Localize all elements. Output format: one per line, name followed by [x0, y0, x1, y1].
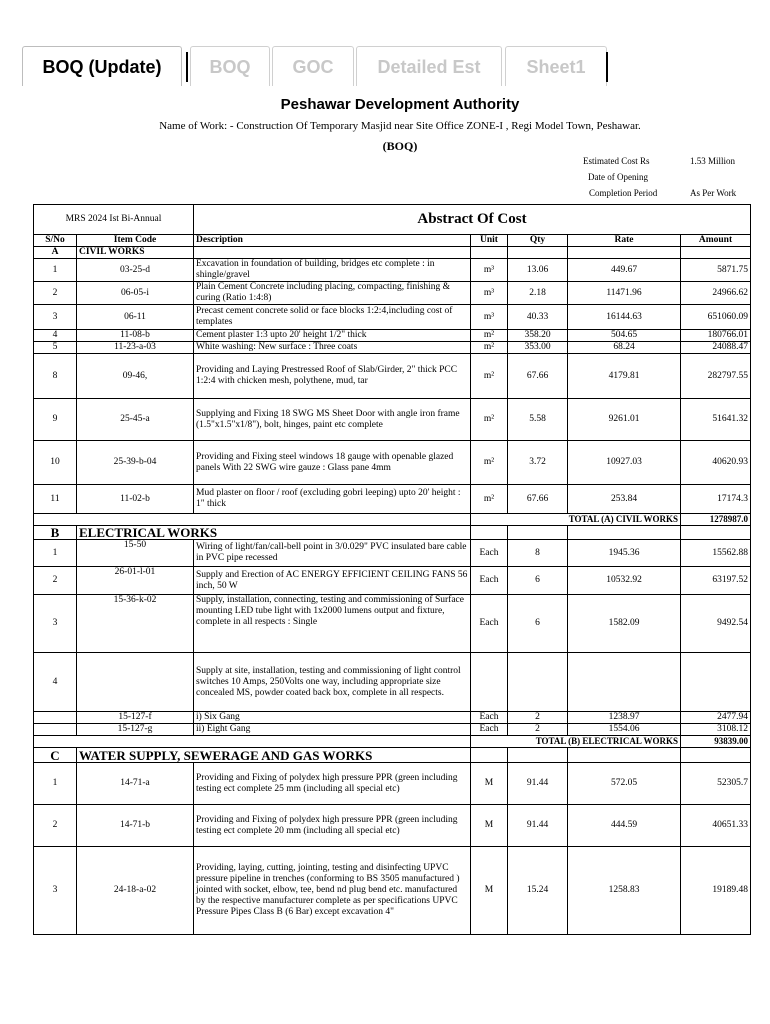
cell-unit: Each	[471, 595, 508, 653]
cell-unit: Each	[471, 724, 508, 736]
col-header-code: Item Code	[77, 235, 194, 247]
cell-desc: White washing: New surface : Three coats	[194, 342, 471, 354]
cell-code: 09-46,	[77, 354, 194, 399]
cell-code: 24-18-a-02	[77, 847, 194, 935]
estimated-cost-value: 1.53 Million	[690, 156, 736, 166]
cell-qty: 91.44	[508, 763, 568, 805]
cell-amount: 3108.12	[681, 724, 751, 736]
table-row	[34, 724, 751, 736]
cell-code: 15-36-k-02	[77, 595, 194, 653]
cell-code: 15-127-g	[77, 724, 194, 736]
estimated-cost-label: Estimated Cost Rs	[583, 156, 650, 166]
section-row	[34, 748, 751, 763]
cell-qty: 3.72	[508, 441, 568, 485]
cell-sno	[34, 712, 77, 724]
completion-period-label: Completion Period	[589, 188, 658, 198]
name-of-work: Name of Work: - Construction Of Temporary Masjid near Site Office ZONE-I , Regi Model Town, Peshawar.	[159, 120, 641, 132]
total-label: TOTAL (A) CIVIL WORKS	[471, 514, 681, 526]
cell-unit: m³	[471, 282, 508, 305]
cell-qty: 358.20	[508, 330, 568, 342]
table-row	[34, 441, 751, 485]
cell-rate: 10927.03	[568, 441, 681, 485]
cell-unit: M	[471, 847, 508, 935]
boq-table	[33, 204, 751, 935]
cell-unit: m²	[471, 330, 508, 342]
table-row	[34, 595, 751, 653]
cell-amount: 40620.93	[681, 441, 751, 485]
table-row	[34, 259, 751, 282]
cell-amount: 5871.75	[681, 259, 751, 282]
table-row	[34, 847, 751, 935]
cell-rate: 4179.81	[568, 354, 681, 399]
table-row	[34, 305, 751, 330]
cell-qty: 2.18	[508, 282, 568, 305]
cell-code: 25-45-a	[77, 399, 194, 441]
cell-code: 15-127-f	[77, 712, 194, 724]
cell-desc: Providing and Fixing of polydex high pressure PPR (green including testing ect complete 20 mm (including all special etc)	[194, 805, 471, 847]
cell-code: 14-71-a	[77, 763, 194, 805]
header-row	[34, 235, 751, 247]
cell-code: 11-08-b	[77, 330, 194, 342]
cell-amount: 63197.52	[681, 567, 751, 595]
cell-sno: 5	[34, 342, 77, 354]
cell-desc: Providing and Fixing steel windows 18 gauge with openable glazed panels With 22 SWG wire gauze : Glass pane 4mm	[194, 441, 471, 485]
cell-code: 11-23-a-03	[77, 342, 194, 354]
cell-unit: Each	[471, 540, 508, 567]
section-row	[34, 247, 751, 259]
tab-boq-update[interactable]: BOQ (Update)	[22, 46, 182, 86]
cell-unit: M	[471, 763, 508, 805]
cell-sno: 2	[34, 805, 77, 847]
cell-qty: 6	[508, 595, 568, 653]
table-row	[34, 342, 751, 354]
cell-unit: M	[471, 805, 508, 847]
col-header-rate: Rate	[568, 235, 681, 247]
cell-sno: 9	[34, 399, 77, 441]
cell-code: 06-05-i	[77, 282, 194, 305]
section-letter: B	[34, 526, 77, 540]
cell-code: 26-01-l-01	[77, 567, 194, 595]
cell-desc: Supply, installation, connecting, testing and commissioning of Surface mounting LED tube light with 1x2000 lumens output and fixture, complete in all respects : Single	[194, 595, 471, 653]
tab-detailed-est[interactable]: Detailed Est	[356, 46, 502, 86]
cell-amount: 19189.48	[681, 847, 751, 935]
total-value: 93839.00	[681, 736, 751, 748]
cell-desc: ii) Eight Gang	[194, 724, 471, 736]
cell-rate: 449.67	[568, 259, 681, 282]
cell-code: 15-50	[77, 540, 194, 567]
tab-sheet1[interactable]: Sheet1	[505, 46, 607, 86]
col-header-sno: S/No	[34, 235, 77, 247]
cell-qty: 67.66	[508, 485, 568, 514]
cell-sno: 4	[34, 653, 77, 712]
total-row	[34, 736, 751, 748]
cell-qty: 2	[508, 724, 568, 736]
col-header-qty: Qty	[508, 235, 568, 247]
col-header-unit: Unit	[471, 235, 508, 247]
table-row	[34, 540, 751, 567]
cell-amount: 24966.62	[681, 282, 751, 305]
section-letter: C	[34, 748, 77, 763]
cell-rate: 504.65	[568, 330, 681, 342]
tab-boq[interactable]: BOQ	[190, 46, 270, 86]
cell-sno: 11	[34, 485, 77, 514]
cell-unit: m³	[471, 305, 508, 330]
cell-rate: 1945.36	[568, 540, 681, 567]
cell-desc: Supply at site, installation, testing and commissioning of light control switches 10 Amps, 250Volts one way, including appropriate size concealed MS, powder coated back box, complete in all respects.	[194, 653, 471, 712]
cell-qty: 2	[508, 712, 568, 724]
cell-desc: Plain Cement Concrete including placing, compacting, finishing & curing (Ratio 1:4:8)	[194, 282, 471, 305]
cell-unit: m²	[471, 399, 508, 441]
cell-desc: Supply and Erection of AC ENERGY EFFICIENT CEILING FANS 56 inch, 50 W	[194, 567, 471, 595]
cell-desc: i) Six Gang	[194, 712, 471, 724]
cell-amount	[681, 653, 751, 712]
cell-code: 03-25-d	[77, 259, 194, 282]
cell-rate: 1258.83	[568, 847, 681, 935]
cell-code: 14-71-b	[77, 805, 194, 847]
cell-unit: Each	[471, 567, 508, 595]
cell-qty: 13.06	[508, 259, 568, 282]
cell-desc: Providing and Laying Prestressed Roof of Slab/Girder, 2" thick PCC 1:2:4 with chicken mesh, polythene, mud, tar	[194, 354, 471, 399]
abstract-title: Abstract Of Cost	[194, 205, 751, 235]
table-row	[34, 805, 751, 847]
cell-desc: Cement plaster 1:3 upto 20' height 1/2" thick	[194, 330, 471, 342]
cell-unit: m³	[471, 259, 508, 282]
table-row	[34, 282, 751, 305]
table-row	[34, 653, 751, 712]
cell-rate: 572.05	[568, 763, 681, 805]
total-label: TOTAL (B) ELECTRICAL WORKS	[471, 736, 681, 748]
cell-rate: 68.24	[568, 342, 681, 354]
cell-sno: 2	[34, 567, 77, 595]
table-row	[34, 354, 751, 399]
cell-rate: 10532.92	[568, 567, 681, 595]
sheet-tab-bar	[22, 46, 722, 90]
cell-desc: Providing and Fixing of polydex high pressure PPR (green including testing ect complete 25 mm (including all special etc)	[194, 763, 471, 805]
cell-qty	[508, 653, 568, 712]
section-title: ELECTRICAL WORKS	[77, 526, 471, 540]
table-row	[34, 763, 751, 805]
cell-rate: 444.59	[568, 805, 681, 847]
cell-sno: 1	[34, 540, 77, 567]
table-row	[34, 330, 751, 342]
cell-unit: m²	[471, 485, 508, 514]
cell-unit: Each	[471, 712, 508, 724]
cell-amount: 40651.33	[681, 805, 751, 847]
table-row	[34, 567, 751, 595]
section-letter: A	[34, 247, 77, 259]
cell-desc: Mud plaster on floor / roof (excluding gobri leeping) upto 20' height : 1" thick	[194, 485, 471, 514]
cell-amount: 282797.55	[681, 354, 751, 399]
cell-rate: 253.84	[568, 485, 681, 514]
cell-rate: 1238.97	[568, 712, 681, 724]
cell-sno: 3	[34, 847, 77, 935]
cell-amount: 24088.47	[681, 342, 751, 354]
cell-sno: 1	[34, 763, 77, 805]
cell-qty: 8	[508, 540, 568, 567]
cell-desc: Excavation in foundation of building, bridges etc complete : in shingle/gravel	[194, 259, 471, 282]
organization-title: Peshawar Development Authority	[280, 96, 520, 113]
cell-rate: 1554.06	[568, 724, 681, 736]
cell-desc: Providing, laying, cutting, jointing, testing and disinfecting UPVC pressure pipeline in trenches (conforming to BS 3505 manufactured ) jointed with socket, elbow, tee, bend nd plug bend etc. manufactured by the respective manufacturer complete as per specifications UPVC Pressure Pipes Class B (6 Bar) except excavation 4"	[194, 847, 471, 935]
completion-period-value: As Per Work	[690, 188, 737, 198]
cell-amount: 51641.32	[681, 399, 751, 441]
cell-code	[77, 653, 194, 712]
cell-amount: 52305.7	[681, 763, 751, 805]
col-header-amount: Amount	[681, 235, 751, 247]
total-row	[34, 514, 751, 526]
cell-rate	[568, 653, 681, 712]
cell-amount: 2477.94	[681, 712, 751, 724]
cell-sno: 4	[34, 330, 77, 342]
cell-amount: 9492.54	[681, 595, 751, 653]
cell-qty: 6	[508, 567, 568, 595]
cell-sno: 10	[34, 441, 77, 485]
cell-code: 11-02-b	[77, 485, 194, 514]
table-row	[34, 712, 751, 724]
cell-amount: 17174.3	[681, 485, 751, 514]
cell-rate: 11471.96	[568, 282, 681, 305]
cell-sno: 1	[34, 259, 77, 282]
cell-qty: 15.24	[508, 847, 568, 935]
cell-amount: 651060.09	[681, 305, 751, 330]
cell-sno	[34, 724, 77, 736]
total-value: 1278987.0	[681, 514, 751, 526]
cell-amount: 15562.88	[681, 540, 751, 567]
cell-desc: Wiring of light/fan/call-bell point in 3/0.029" PVC insulated bare cable in PVC pipe recessed	[194, 540, 471, 567]
cell-rate: 1582.09	[568, 595, 681, 653]
table-row	[34, 485, 751, 514]
cell-qty: 5.58	[508, 399, 568, 441]
cell-unit: m²	[471, 354, 508, 399]
cell-sno: 3	[34, 305, 77, 330]
title-row	[34, 205, 751, 235]
cell-qty: 353.00	[508, 342, 568, 354]
cell-rate: 16144.63	[568, 305, 681, 330]
section-title: WATER SUPPLY, SEWERAGE AND GAS WORKS	[77, 748, 471, 763]
date-of-opening-label: Date of Opening	[588, 172, 648, 182]
section-title: CIVIL WORKS	[77, 247, 194, 259]
cell-desc: Precast cement concrete solid or face blocks 1:2:4,including cost of templates	[194, 305, 471, 330]
cell-sno: 8	[34, 354, 77, 399]
cell-qty: 40.33	[508, 305, 568, 330]
cell-sno: 2	[34, 282, 77, 305]
cell-code: 06-11	[77, 305, 194, 330]
cell-qty: 67.66	[508, 354, 568, 399]
cell-sno: 3	[34, 595, 77, 653]
tab-separator	[606, 52, 608, 82]
cell-rate: 9261.01	[568, 399, 681, 441]
cell-unit	[471, 653, 508, 712]
cell-desc: Supplying and Fixing 18 SWG MS Sheet Door with angle iron frame (1.5"x1.5"x1/8"), bolt, hinges, paint etc complete	[194, 399, 471, 441]
col-header-desc: Description	[194, 235, 471, 247]
cell-unit: m²	[471, 441, 508, 485]
section-row	[34, 526, 751, 540]
tab-separator	[186, 52, 188, 82]
cell-amount: 180766.01	[681, 330, 751, 342]
tab-goc[interactable]: GOC	[272, 46, 354, 86]
table-row	[34, 399, 751, 441]
mrs-cell: MRS 2024 Ist Bi-Annual	[34, 205, 194, 235]
cell-unit: m²	[471, 342, 508, 354]
cell-qty: 91.44	[508, 805, 568, 847]
boq-title: (BOQ)	[382, 139, 418, 153]
cell-code: 25-39-b-04	[77, 441, 194, 485]
